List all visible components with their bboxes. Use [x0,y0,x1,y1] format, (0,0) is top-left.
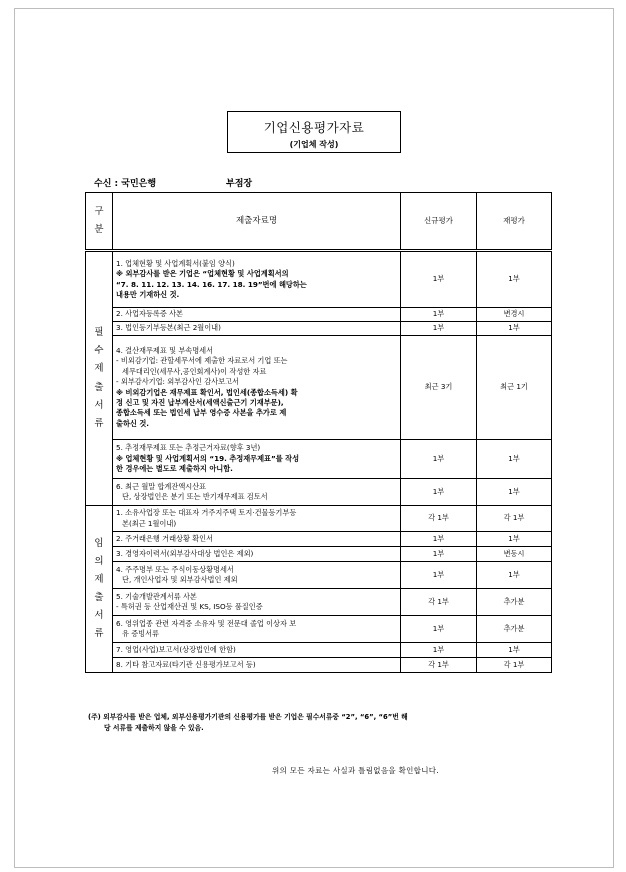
recipient-label: 수신 : 국민은행 [94,179,157,189]
re-eval-count: 변경시 [477,308,552,322]
document-item [113,336,401,440]
new-eval-count: 1부 [401,532,477,547]
re-eval-count: 1부 [477,643,552,658]
optional-row [86,562,552,589]
new-eval-count: 1부 [401,308,477,322]
required-row [86,251,552,308]
new-eval-count: 1부 [401,440,477,479]
document-item-line: 단, 상장법인은 분기 또는 반기재무제표 검토서 [122,492,268,501]
re-eval-count: 1부 [477,251,552,308]
document-item-line: 5. 기술개발관계서류 사본 [116,591,197,601]
document-item [113,322,401,336]
header-re-eval: 재평가 [477,193,552,251]
document-item-line: 한 경우에는 별도로 제출하지 아니함. [116,464,233,474]
document-item [113,440,401,479]
document-item-line: 6. 영위업종 관련 자격증 소유자 및 전문대 졸업 이상자 보 [116,618,297,628]
re-eval-count: 1부 [477,562,552,589]
header-document-name: 제출자료명 [113,193,401,251]
optional-row [86,658,552,673]
new-eval-count: 1부 [401,547,477,562]
re-eval-count: 각 1부 [477,506,552,532]
optional-row [86,547,552,562]
document-item-line: 내용만 기재하신 것. [116,289,180,299]
required-row [86,322,552,336]
new-eval-count: 최근 3기 [401,336,477,440]
document-item [113,616,401,643]
document-item-line: 종합소득세 또는 법인세 납부 영수증 사본을 추가로 제 [116,408,287,418]
document-item-line: 4. 주주명부 또는 주식이동상황명세서 [116,564,234,574]
new-eval-count: 1부 [401,562,477,589]
document-item [113,562,401,589]
document-item [113,643,401,658]
document-item-line: 3. 경영자이력서(외부감사대상 법인은 제외) [116,548,254,558]
category-char: 제 [94,363,104,375]
new-eval-count: 각 1부 [401,658,477,673]
category-char: 의 [94,555,104,567]
re-eval-count: 1부 [477,440,552,479]
document-item-line: “7. 8. 11. 12. 13. 14. 16. 17. 18. 19”번에 해당하는 [116,279,307,289]
category-char: 출 [94,592,104,603]
document-item-line: - 특허권 등 산업재산권 및 KS, ISO등 품질인증 [116,602,263,611]
document-item-line: 8. 기타 참고자료(타기관 신용평가보고서 등) [116,659,256,669]
confirmation-statement: 위의 모든 자료는 사실과 틀림없음을 확인합니다. [272,766,440,775]
document-item-line: 세무대리인(세무사,공인회계사)이 작성한 자료 [122,366,267,376]
document-item-line: 단, 개인사업자 및 외부감사법인 제외 [122,575,238,584]
document-item-line: ※ 외부감사를 받은 기업은 “업체현황 및 사업계획서의 [116,269,289,279]
document-item-line: - 비외감기업: 관할세무서에 제출한 자료로서 기업 또는 [116,356,288,366]
footnote-line-1: (주) 외부감사를 받은 업체, 외부신용평가기관의 신용평가를 받은 기업은 필수서류중 “2”, “6”, “6”번 해 [88,713,408,721]
document-item-line: - 외부감사기업: 외부감사인 감사보고서 [116,377,239,387]
re-eval-count: 최근 1기 [477,336,552,440]
header-category-char: 구 [94,205,104,217]
new-eval-count: 1부 [401,479,477,506]
document-item-line: 7. 영업(사업)보고서(상장법인에 한함) [116,644,236,654]
document-item [113,547,401,562]
document-item-line: 5. 추정재무제표 또는 추정근거자료(향후 3년) [116,443,261,453]
footnote-line-2: 당 서류를 제출하지 않을 수 있음. [104,723,204,732]
document-title-box [227,111,401,153]
document-item-line: ※ 업체현황 및 사업계획서의 “19. 추정재무제표”를 작성 [116,453,300,463]
document-item-line: 1. 소유사업장 또는 대표자 거주지주택 토지·건물등기부등 [116,508,297,518]
recipient-line [94,176,253,189]
new-eval-count: 1부 [401,643,477,658]
new-eval-count: 각 1부 [401,506,477,532]
document-item [113,308,401,322]
document-item-line: 출하신 것. [116,418,150,428]
re-eval-count: 추가분 [477,616,552,643]
document-item-line: 2. 주거래은행 거래상황 확인서 [116,533,214,543]
optional-row [86,589,552,616]
recipient-branch: 부점장 [226,179,253,189]
category-char: 서 [94,610,104,622]
category-char: 서 [94,399,104,411]
re-eval-count: 각 1부 [477,658,552,673]
document-item-line: 유 증빙서류 [122,629,160,638]
re-eval-count: 1부 [477,322,552,336]
required-row [86,336,552,440]
required-row [86,440,552,479]
re-eval-count: 변동시 [477,547,552,562]
document-item-line: 1. 업체현황 및 사업계획서(붙임 양식) [116,258,235,268]
table-header-row [86,193,552,251]
category-char: 출 [94,381,104,393]
document-item-line: 4. 결산재무제표 및 부속명세서 [116,345,214,355]
header-new-eval: 신규평가 [401,193,477,251]
header-category-char: 분 [94,224,104,235]
new-eval-count: 1부 [401,616,477,643]
optional-row [86,532,552,547]
category-char: 필 [94,327,104,339]
document-item-line: 6. 최근 월말 합계잔액시산표 [116,481,207,491]
required-category-label [86,251,113,506]
category-char: 수 [94,345,104,357]
optional-category-label [86,506,113,673]
document-item-line: 3. 법인등기부등본(최근 2월이내) [116,323,221,333]
category-char: 류 [94,417,104,429]
optional-row [86,616,552,643]
new-eval-count: 1부 [401,322,477,336]
document-item [113,506,401,532]
document-title: 기업신용평가자료 [263,120,365,135]
document-item-line: ※ 비외감기업은 재무제표 확인서, 법인세(종합소득세) 확 [116,387,298,397]
re-eval-count: 1부 [477,479,552,506]
document-item-line: 2. 사업자등록증 사본 [116,309,183,319]
document-item [113,479,401,506]
document-item [113,658,401,673]
document-item [113,589,401,616]
new-eval-count: 1부 [401,251,477,308]
required-row [86,479,552,506]
document-item-line: 본(최근 1월이내) [122,518,177,528]
document-table [85,192,552,673]
header-category [86,193,113,251]
optional-row [86,506,552,532]
document-item-line: 정 신고 및 자진 납부계산서(세액신출근기 기재부문), [116,397,284,407]
footnote [88,712,550,734]
optional-row [86,643,552,658]
required-row [86,308,552,322]
re-eval-count: 1부 [477,532,552,547]
document-item [113,251,401,308]
category-char: 제 [94,573,104,585]
category-char: 임 [94,537,104,549]
re-eval-count: 추가분 [477,589,552,616]
document-subtitle: (기업체 작성) [289,140,339,149]
document-item [113,532,401,547]
category-char: 류 [94,628,104,640]
new-eval-count: 각 1부 [401,589,477,616]
